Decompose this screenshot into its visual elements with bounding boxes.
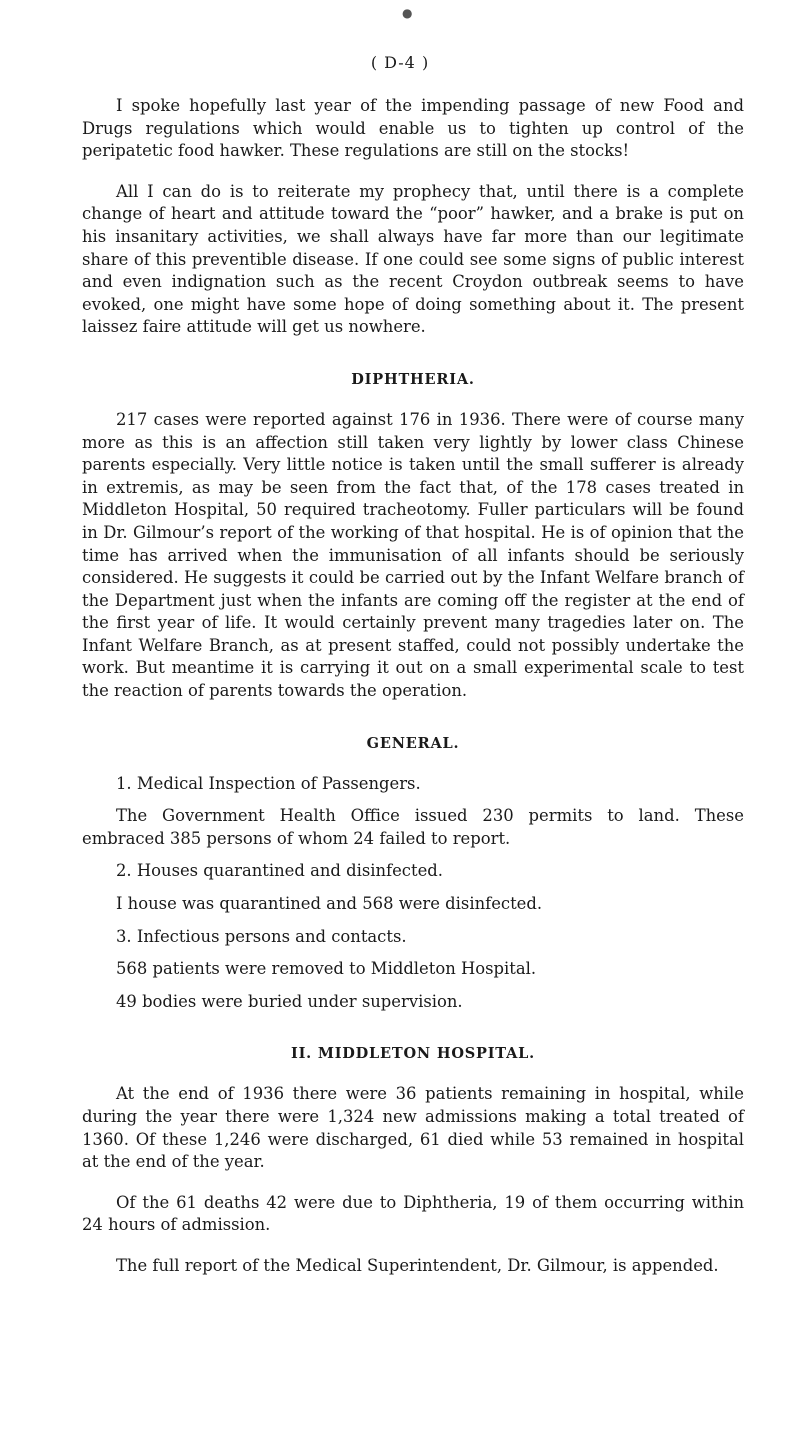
paragraph-hospital-admissions: At the end of 1936 there were 36 patients remaining in hospital, while during the year there were 1,324 new admissions making a total treated of 1360. Of these 1,246 were discharged, 61 died while 53 remained in hospital at the end of the year. [82,1084,744,1172]
item-infectious-title: 3. Infectious persons and contacts. [116,926,407,946]
item-infectious-text-1: 568 patients were removed to Middleton Hospital. [116,959,537,979]
paragraph-hawker: All I can do is to reiterate my prophecy that, until there is a complete change of heart and attitude toward the “poor” hawker, and a brake is put on his insanitary activities, we shall always have far more than our legitimate share of this preventible disease. If one could see some signs of public interest and even indignation such as the recent Croydon outbreak seems to have evoked, one might have some hope of doing something about it. The present laissez faire attitude will get us nowhere. [82,181,744,337]
page-number: ( D-4 ) [370,53,430,72]
paragraph-diphtheria: 217 cases were reported against 176 in 1936. There were of course many more as this is an affection still taken very lightly by lower class Chinese parents especially. Very little notice is taken until the small sufferer is already in extremis, as may be seen from the fact that, of the 178 cases treated in Middleton Hospital, 50 required tracheotomy. Fuller particulars will be found in Dr. Gilmour’s report of the working of that hospital. He is of opinion that the time has arrived when the immunisation of all infants should be seriously considered. He suggests it could be carried out by the Infant Welfare branch of the Department just when the infants are coming off the register at the end of the first year of life. It would certainly prevent many tragedies later on. The Infant Welfare Branch, as at present staffed, could not possibly undertake the work. But meantime it is carrying it out on a small experimental scale to test the reaction of parents towards the operation. [82,409,744,701]
item-houses-text: I house was quarantined and 568 were disinfected. [116,894,543,914]
heading-middleton-hospital: II. MIDDLETON HOSPITAL. [291,1045,535,1063]
heading-diphtheria: DIPHTHERIA. [351,370,475,388]
item-medical-inspection-title: 1. Medical Inspection of Passengers. [116,773,421,793]
paragraph-hospital-deaths: Of the 61 deaths 42 were due to Diphtheria, 19 of them occurring within 24 hours of admission. [82,1192,744,1235]
heading-general: GENERAL. [366,734,460,752]
page-body [82,95,744,1278]
paragraph-food-drugs: I spoke hopefully last year of the impending passage of new Food and Drugs regulations which would enable us to tighten up control of the peripatetic food hawker. These regulations are still on the stocks! [82,96,744,161]
item-medical-inspection-text: The Government Health Office issued 230 permits to land. These embraced 385 persons of whom 24 failed to report. [82,806,744,848]
item-houses-title: 2. Houses quarantined and disinfected. [116,861,443,881]
paragraph-hospital-report: The full report of the Medical Superintendent, Dr. Gilmour, is appended. [116,1255,719,1275]
bullet-mark: ● [402,6,413,20]
item-infectious-text-2: 49 bodies were buried under supervision. [116,991,463,1011]
